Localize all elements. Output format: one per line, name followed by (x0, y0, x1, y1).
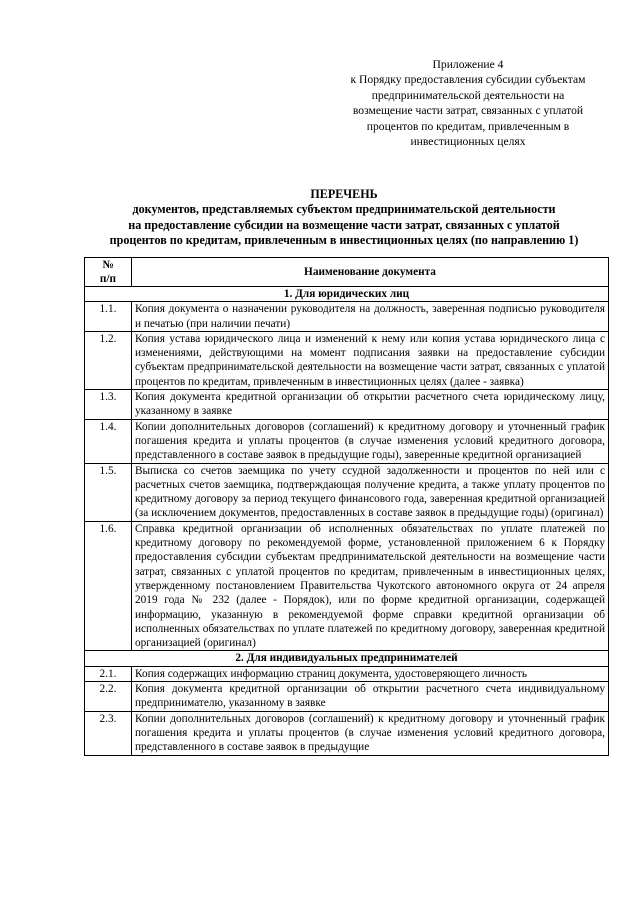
document-subtitle-line: документов, представляемых субъектом предпринимательской деятельности (132, 202, 556, 217)
row-text: Копия документа кредитной организации об открытии расчетного счета юридическому лицу, указанному в заявке (132, 390, 609, 420)
table-row (85, 521, 609, 651)
row-text: Копия документа о назначении руководителя на должность, заверенная подписью руководителя и печатью (при наличии печати) (132, 302, 609, 332)
row-number: 1.3. (85, 390, 132, 420)
row-number: 1.1. (85, 302, 132, 332)
appendix-line: инвестиционных целях (410, 135, 526, 149)
row-number: 1.4. (85, 419, 132, 463)
table-row (85, 682, 609, 712)
header-name-cell: Наименование документа (132, 258, 609, 287)
row-number: 2.2. (85, 682, 132, 712)
row-text: Копия содержащих информацию страниц документа, удостоверяющего личность (132, 666, 609, 681)
header-number-label: № (102, 259, 114, 271)
header-number-cell (85, 258, 132, 287)
document-subtitle-line: процентов по кредитам, привлеченным в инвестиционных целях (по направлению 1) (109, 232, 579, 247)
appendix-block (318, 57, 618, 149)
document-heading (60, 187, 628, 248)
row-number: 1.2. (85, 331, 132, 389)
table-row (85, 331, 609, 389)
table-row (85, 666, 609, 681)
appendix-line: Приложение 4 (432, 58, 504, 71)
row-text: Справка кредитной организации об исполненных обязательствах по уплате платежей по кредитному договору по рекомендуемой форме, установленной приложением 6 к Порядку предоставления субсидии субъектам предпринимательской деятельности на возмещение части затрат, связанных с уплатой процентов по кредитам, привлеченным в инвестиционных целях, утвержденному постановлением Правительства Чукотского автономного округа от 24 апреля 2019 года № 232 (далее - Порядок), или по форме кредитной организации, содержащей информацию, указанную в рекомендуемой форме справки кредитной организации об исполненных обязательствах по уплате платежей по кредитному договору, заверенная кредитной организацией (оригинал) (132, 521, 609, 651)
table-row (85, 711, 609, 755)
table-row (85, 463, 609, 521)
table-row (85, 419, 609, 463)
document-subtitle-line: на предоставление субсидии на возмещение части затрат, связанных с уплатой (128, 217, 560, 232)
header-number-label: п/п (99, 273, 117, 285)
section-title: 1. Для юридических лиц (85, 287, 609, 302)
row-text: Копия устава юридического лица и изменений к нему или копия устава юридического лица с изменениями, действующими на момент подписания заявки на предоставление субсидии субъектам предпринимательской деятельности на возмещение части затрат, связанных с уплатой процентов по кредитам, привлеченным в инвестиционных целях (далее - заявка) (132, 331, 609, 389)
appendix-line: к Порядку предоставления субсидии субъектам (350, 73, 586, 87)
row-number: 2.3. (85, 711, 132, 755)
documents-table (84, 257, 609, 756)
appendix-line: возмещение части затрат, связанных с уплатой (352, 104, 584, 118)
document-title: ПЕРЕЧЕНЬ (310, 187, 378, 201)
section-title: 2. Для индивидуальных предпринимателей (85, 651, 609, 666)
section-row (85, 287, 609, 302)
table-row (85, 302, 609, 332)
row-number: 1.5. (85, 463, 132, 521)
section-row (85, 651, 609, 666)
row-text: Выписка со счетов заемщика по учету ссудной задолженности и процентов по ней или с расчетных счетов заемщика, подтверждающая получение кредита, а также уплату процентов по кредитному договору за период текущего финансового года, заверенная кредитной организацией (за исключением документов, предоставленных в составе заявок в предыдущие годы) (оригинал) (132, 463, 609, 521)
table-row (85, 390, 609, 420)
row-number: 2.1. (85, 666, 132, 681)
row-text: Копии дополнительных договоров (соглашений) к кредитному договору и уточненный график погашения кредита и уплаты процентов (в случае изменения условий кредитного договора, представленного в составе заявок в предыдущие годы), заверенные кредитной организацией (132, 419, 609, 463)
row-text: Копии дополнительных договоров (соглашений) к кредитному договору и уточненный график погашения кредита и уплаты процентов (в случае изменения условий кредитного договора, представленного в составе заявок в предыдущие (132, 711, 609, 755)
appendix-line: предпринимательской деятельности на (371, 88, 565, 102)
table-header-row (85, 258, 609, 287)
row-text: Копия документа кредитной организации об открытии расчетного счета индивидуальному предпринимателю, указанному в заявке (132, 682, 609, 712)
row-number: 1.6. (85, 521, 132, 651)
appendix-line: процентов по кредитам, привлеченным в (366, 119, 570, 133)
